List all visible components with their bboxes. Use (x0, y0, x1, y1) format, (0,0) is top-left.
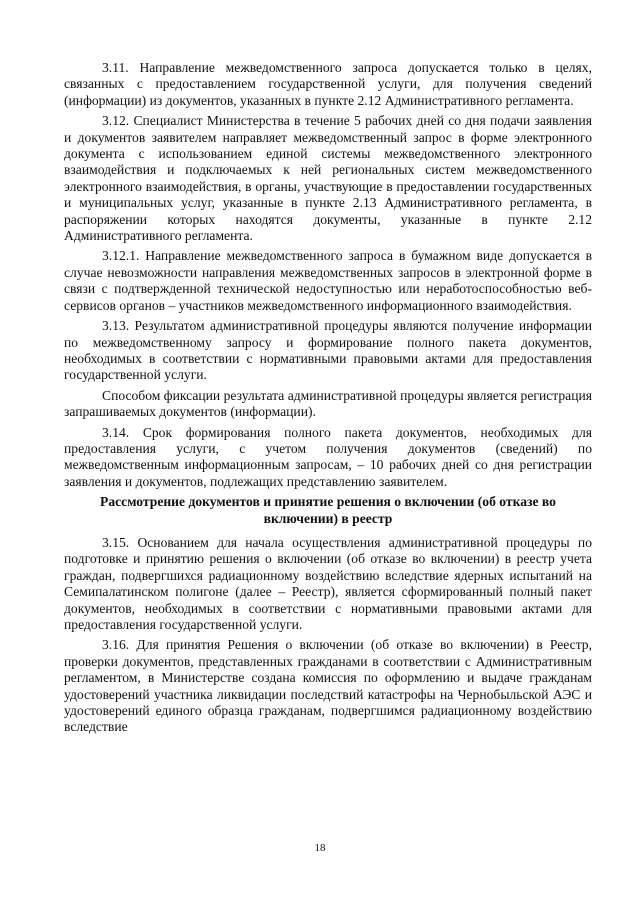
page-number: 18 (314, 842, 326, 854)
paragraph-3-16: 3.16. Для принятия Решения о включении (об отказе во включении) в Реестр, проверки документов, представленных гражданами в соответствии с Административным регламентом, в Министерстве создана комиссия по оформлению и выдаче гражданам удостоверений участника ликвидации последствий катастрофы на Чернобыльской АЭС и удостоверений единого образца гражданам, подвергшимся радиационному воздействию вследствие (64, 637, 592, 735)
paragraph-fixation-method: Способом фиксации результата административной процедуры является регистрация запрашиваемых документов (информации). (64, 387, 592, 420)
paragraph-3-13: 3.13. Результатом административной процедуры являются получение информации по межведомственному запросу и формирование полного пакета документов, необходимых в соответствии с нормативными правовыми актами для предоставления государственной услуги. (64, 318, 592, 383)
paragraph-3-12-1: 3.12.1. Направление межведомственного запроса в бумажном виде допускается в случае невозможности направления межведомственных запросов в электронной форме в связи с подтвержденной технической недоступностью или неработоспособностью веб-сервисов органов – участников межведомственного информационного взаимодействия. (64, 248, 592, 313)
paragraph-3-14: 3.14. Срок формирования полного пакета документов, необходимых для предоставления услуги, с учетом получения документов (сведений) по межведомственным информационным запросам, – 10 рабочих дней со дня регистрации заявления и документов, подлежащих представлению заявителем. (64, 424, 592, 489)
paragraph-3-15: 3.15. Основанием для начала осуществления административной процедуры по подготовке и принятию решения о включении (об отказе во включении) в реестр учета граждан, подвергшихся радиационному воздействию вследствие ядерных испытаний на Семипалатинском полигоне (далее – Реестр), является сформированный полный пакет документов, необходимых в соответствии с нормативными правовыми актами для предоставления государственной услуги. (64, 534, 592, 632)
paragraph-3-12: 3.12. Специалист Министерства в течение 5 рабочих дней со дня подачи заявления и документов заявителем направляет межведомственный запрос в форме электронного документа с использованием единой системы межведомственного электронного взаимодействия и подключаемых к ней региональных систем межведомственного электронного взаимодействия, в органы, участвующие в предоставлении государственных и муниципальных услуг, указанные в пункте 2.13 Административного регламента, в распоряжении которых находятся документы, указанные в пункте 2.12 Административного регламента. (64, 113, 592, 244)
paragraph-3-11: 3.11. Направление межведомственного запроса допускается только в целях, связанных с предоставлением государственной услуги, для получения сведений (информации) из документов, указанных в пункте 2.12 Административного регламента. (64, 60, 592, 108)
section-heading: Рассмотрение документов и принятие решения о включении (об отказе во включении) в реестр (100, 494, 556, 526)
